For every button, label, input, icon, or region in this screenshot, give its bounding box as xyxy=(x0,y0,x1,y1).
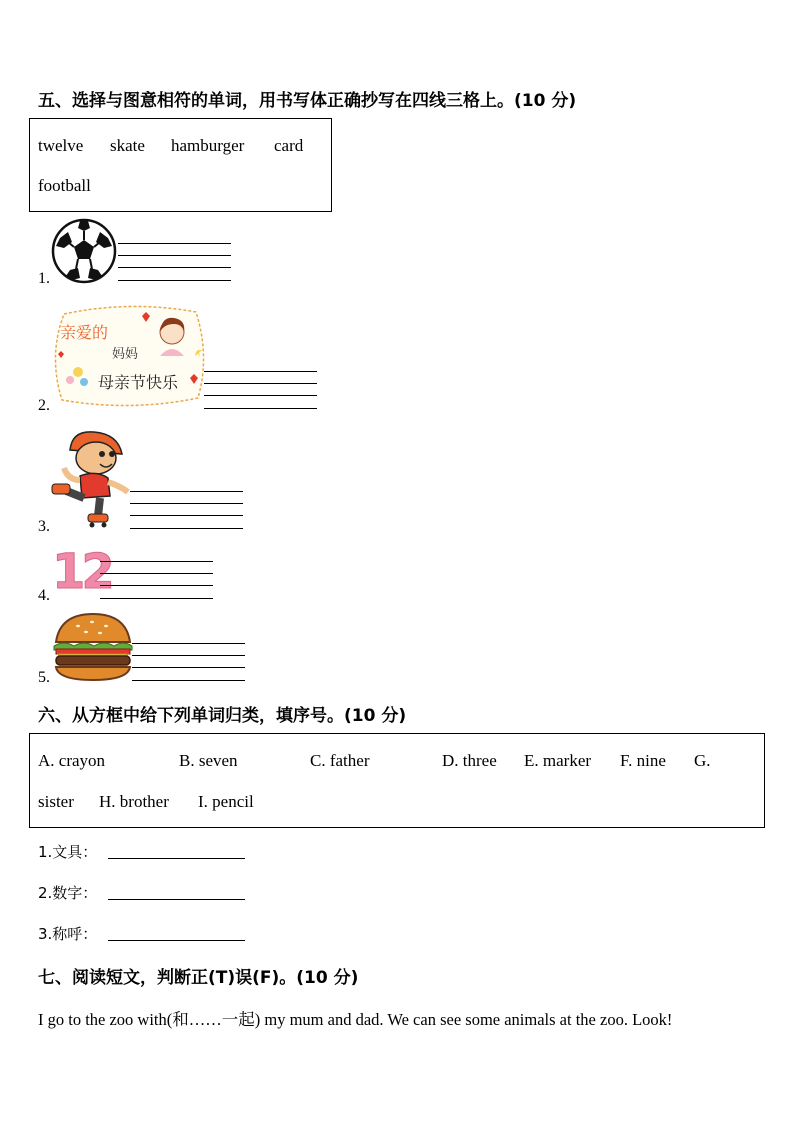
skating-boy-icon xyxy=(50,428,130,528)
card-text: 亲爱的 xyxy=(60,323,109,342)
word-bank-item: football xyxy=(38,176,91,195)
option-item: H. brother xyxy=(99,792,169,811)
writing-line[interactable] xyxy=(204,371,317,372)
category-label-numbers: 2.数字： xyxy=(38,884,98,902)
writing-line[interactable] xyxy=(118,243,231,244)
section5-heading: 五、选择与图意相符的单词，用书写体正确抄写在四线三格上。(10 分) xyxy=(38,91,577,111)
option-item: G. xyxy=(694,751,711,770)
option-item: A. crayon xyxy=(38,751,106,770)
writing-line[interactable] xyxy=(132,655,245,656)
writing-line[interactable] xyxy=(130,528,243,529)
section7-heading: 七、阅读短文，判断正(T)误(F)。(10 分) xyxy=(38,968,359,988)
card-text: 母亲节快乐 xyxy=(98,373,179,392)
word-bank-item: hamburger xyxy=(171,136,245,155)
writing-line[interactable] xyxy=(204,383,317,384)
word-bank-box xyxy=(29,118,332,212)
option-item: B. seven xyxy=(179,751,238,770)
writing-line[interactable] xyxy=(130,491,243,492)
option-item: sister xyxy=(38,792,74,811)
writing-line[interactable] xyxy=(118,255,231,256)
answer-line[interactable] xyxy=(108,858,245,859)
item-number: 5. xyxy=(38,669,50,686)
option-item: I. pencil xyxy=(198,792,254,811)
writing-line[interactable] xyxy=(118,267,231,268)
writing-line[interactable] xyxy=(100,598,213,599)
writing-line[interactable] xyxy=(132,680,245,681)
soccer-ball-icon xyxy=(50,218,118,284)
writing-line[interactable] xyxy=(132,667,245,668)
item-number: 3. xyxy=(38,518,50,535)
option-item: E. marker xyxy=(524,751,592,770)
item-number: 1. xyxy=(38,270,50,287)
word-bank-item: skate xyxy=(110,136,145,155)
option-item: D. three xyxy=(442,751,497,770)
option-item: F. nine xyxy=(620,751,666,770)
writing-line[interactable] xyxy=(100,573,213,574)
writing-line[interactable] xyxy=(132,643,245,644)
card-text: 妈妈 xyxy=(112,347,139,362)
word-bank-item: twelve xyxy=(38,136,84,155)
item-number: 2. xyxy=(38,397,50,414)
number-twelve-icon xyxy=(52,544,111,600)
answer-line[interactable] xyxy=(108,899,245,900)
category-label-titles: 3.称呼： xyxy=(38,925,98,943)
writing-line[interactable] xyxy=(204,408,317,409)
writing-line[interactable] xyxy=(130,503,243,504)
item-number: 4. xyxy=(38,587,50,604)
option-item: C. father xyxy=(310,751,370,770)
mothers-day-card-icon xyxy=(50,302,208,410)
writing-line[interactable] xyxy=(100,585,213,586)
writing-line[interactable] xyxy=(204,395,317,396)
answer-line[interactable] xyxy=(108,940,245,941)
section6-heading: 六、从方框中给下列单词归类，填序号。(10 分) xyxy=(38,706,407,726)
passage-line: I go to the zoo with(和……一起) my mum and dad. We can see some animals at the zoo. Look! xyxy=(38,1010,673,1029)
options-box xyxy=(29,733,765,828)
category-label-stationery: 1.文具： xyxy=(38,843,98,861)
word-bank-item: card xyxy=(274,136,304,155)
writing-line[interactable] xyxy=(100,561,213,562)
twelve-digits: 12 xyxy=(52,544,111,600)
writing-line[interactable] xyxy=(118,280,231,281)
writing-line[interactable] xyxy=(130,515,243,516)
hamburger-icon xyxy=(52,612,134,682)
